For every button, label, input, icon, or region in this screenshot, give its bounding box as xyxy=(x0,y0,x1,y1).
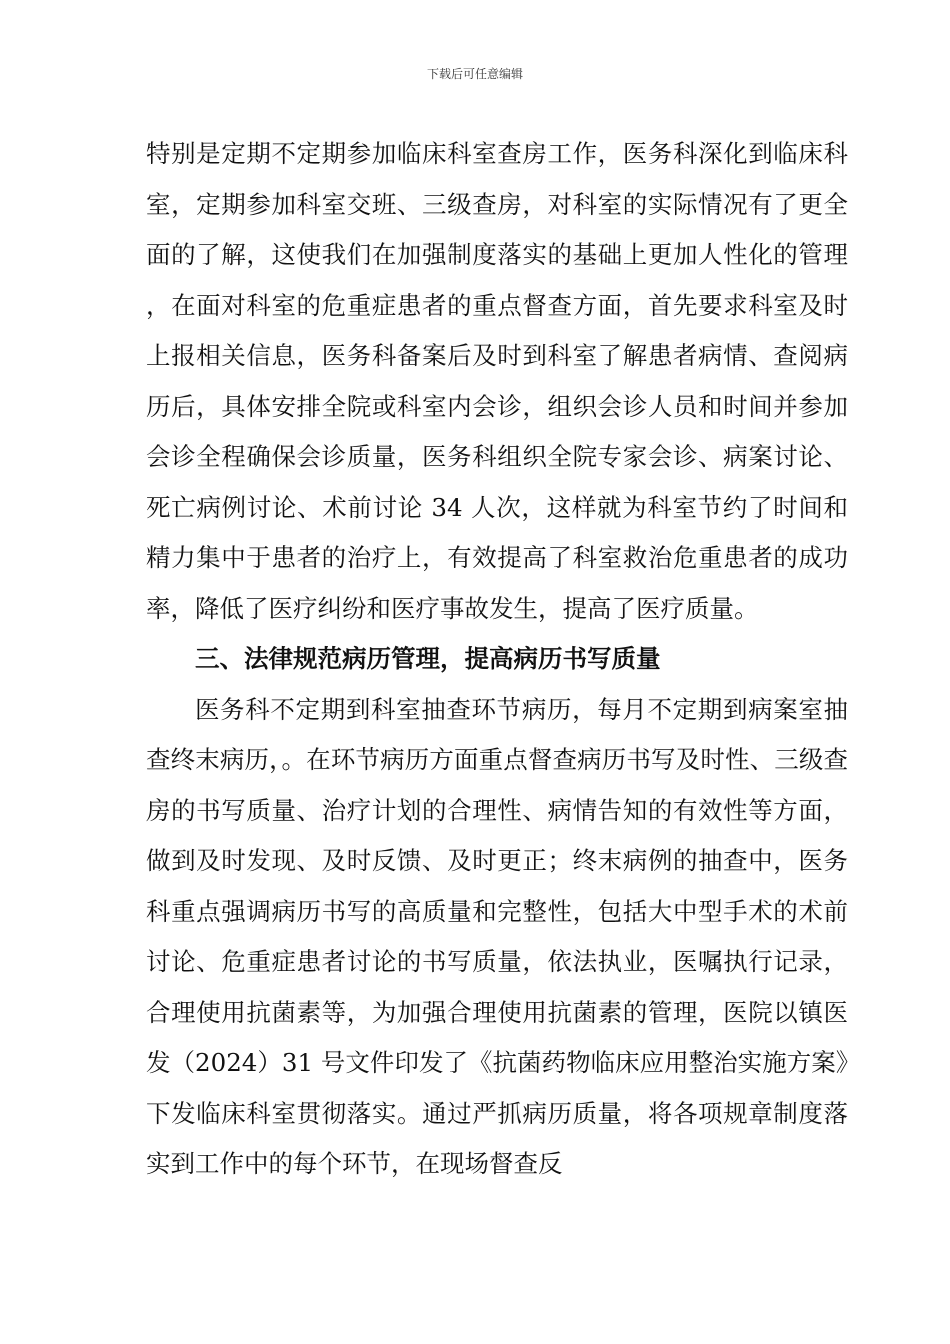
body-paragraph: 医务科不定期到科室抽查环节病历，每月不定期到病案室抽查终末病历，。在环节病历方面重点督查病历书写及时性、三级查房的书写质量、治疗计划的合理性、病情告知的有效性等方面，做到及时发现、及时反馈、及时更正；终末病例的抽查中，医务科重点强调病历书写的高质量和完整性，包括大中型手术的术前讨论、危重症患者讨论的书写质量，依法执业，医嘱执行记录，合理使用抗菌素等，为加强合理使用抗菌素的管理，医院以镇医发（2024）31 号文件印发了《抗菌药物临床应用整治实施方案》下发临床科室贯彻落实。通过严抓病历质量，将各项规章制度落实到工作中的每个环节，在现场督查反 xyxy=(146,694,848,1178)
document-body xyxy=(146,129,848,1190)
section-heading: 三、法律规范病历管理，提高病历书写质量 xyxy=(195,644,661,673)
body-paragraph-continued: 特别是定期不定期参加临床科室查房工作，医务科深化到临床科室，定期参加科室交班、三级查房，对科室的实际情况有了更全面的了解，这使我们在加强制度落实的基础上更加人性化的管理，在面对科室的危重症患者的重点督查方面，首先要求科室及时上报相关信息，医务科备案后及时到科室了解患者病情、查阅病历后，具体安排全院或科室内会诊，组织会诊人员和时间并参加会诊全程确保会诊质量，医务科组织全院专家会诊、病案讨论、死亡病例讨论、术前讨论 34 人次，这样就为科室节约了时间和精力集中于患者的治疗上，有效提高了科室救治危重患者的成功率，降低了医疗纠纷和医疗事故发生，提高了医疗质量。 xyxy=(146,139,848,623)
page-header: 下载后可任意编辑 xyxy=(426,67,523,81)
